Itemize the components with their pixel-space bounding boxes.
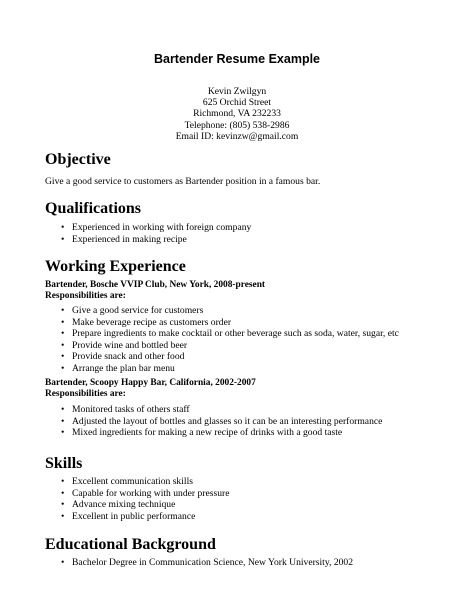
list-item: • Advance mixing technique: [45, 499, 229, 511]
contact-street: 625 Orchid Street: [202, 97, 272, 109]
qualifications-list: [45, 222, 251, 245]
contact-phone: Telephone: (805) 538-2986: [184, 119, 290, 131]
list-item: • Arrange the plan bar menu: [45, 363, 399, 375]
education-list: [45, 557, 353, 569]
list-item: • Prepare ingredients to make cocktail or other beverage such as soda, water, sugar, etc: [45, 328, 399, 340]
qualifications-heading: Qualifications: [45, 200, 142, 217]
job-2-responsibilities: [45, 404, 382, 439]
list-item: • Capable for working with under pressure: [45, 488, 229, 500]
list-item: • Experienced in making recipe: [45, 234, 251, 246]
responsibilities-label-2: Responsibilities are:: [45, 389, 126, 399]
job-title-1: Bartender, Bosche VVIP Club, New York, 2008-present: [45, 280, 266, 290]
skills-heading: Skills: [45, 455, 83, 472]
experience-heading: Working Experience: [45, 258, 186, 275]
list-item: • Monitored tasks of others staff: [45, 404, 382, 416]
contact-name: Kevin Zwilgyn: [207, 86, 267, 97]
list-item: • Provide wine and bottled beer: [45, 340, 399, 352]
list-item: • Excellent in public performance: [45, 511, 229, 523]
list-item: • Give a good service for customers: [45, 305, 399, 317]
education-heading: Educational Background: [45, 536, 216, 553]
contact-city: Richmond, VA 232233: [193, 108, 281, 120]
contact-block: [0, 86, 474, 142]
document-title: Bartender Resume Example: [153, 52, 321, 66]
list-item: • Excellent communication skills: [45, 476, 229, 488]
list-item: • Adjusted the layout of bottles and glasses so it can be an interesting performance: [45, 416, 382, 428]
job-1-responsibilities: [45, 305, 399, 375]
list-item: • Make beverage recipe as customers order: [45, 317, 399, 329]
objective-heading: Objective: [45, 151, 111, 168]
contact-email: Email ID: kevinzw@gmail.com: [175, 130, 299, 142]
list-item: • Experienced in working with foreign company: [45, 222, 251, 234]
list-item: • Mixed ingredients for making a new recipe of drinks with a good taste: [45, 427, 382, 439]
responsibilities-label-1: Responsibilities are:: [45, 291, 126, 301]
objective-text: Give a good service to customers as Bartender position in a famous bar.: [45, 176, 321, 187]
job-title-2: Bartender, Scoopy Happy Bar, California, 2002-2007: [45, 378, 256, 388]
skills-list: [45, 476, 229, 522]
list-item: • Provide snack and other food: [45, 351, 399, 363]
list-item: • Bachelor Degree in Communication Science, New York University, 2002: [45, 557, 353, 569]
